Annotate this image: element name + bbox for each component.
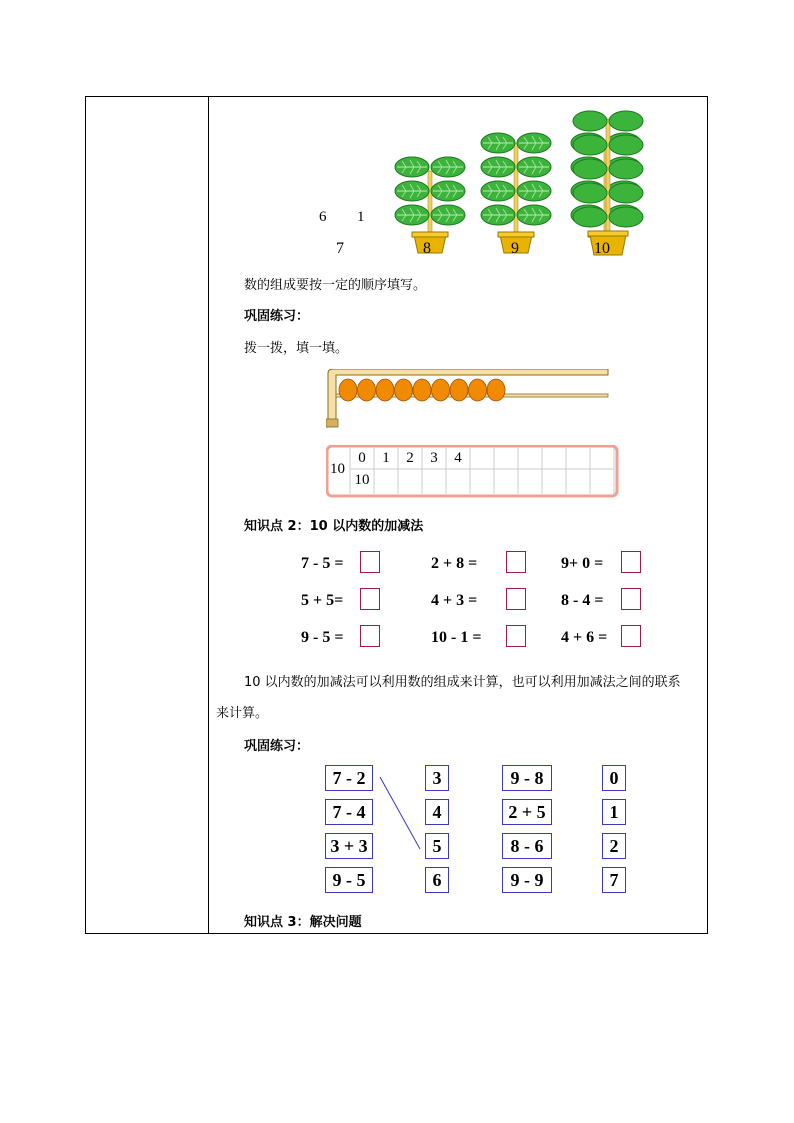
- knowledge-point-3-title: 知识点 3：解决问题: [244, 915, 362, 930]
- equation-text: 4 + 6 =: [561, 629, 608, 646]
- order-note: 数的组成要按一定的顺序填写。: [244, 278, 427, 293]
- composition-bottom-cell[interactable]: 10: [354, 472, 370, 488]
- composition-top-cell[interactable]: 3: [430, 450, 438, 466]
- matching-left-expression[interactable]: 9 - 5: [325, 867, 373, 893]
- matching-right-expression[interactable]: 2 + 5: [502, 799, 552, 825]
- equation-text: 2 + 8 =: [431, 555, 478, 572]
- matching-left-answer[interactable]: 5: [425, 833, 449, 859]
- matching-connector-line: [86, 97, 709, 935]
- plant-2-pot-number: 8: [423, 240, 431, 257]
- plant-1-right-number: 1: [357, 209, 365, 225]
- matching-right-answer[interactable]: 0: [602, 765, 626, 791]
- composition-top-cell[interactable]: 0: [358, 450, 366, 466]
- matching-right-answer[interactable]: 2: [602, 833, 626, 859]
- plant-3-pot-number: 9: [511, 240, 519, 257]
- content-table: [85, 96, 708, 934]
- knowledge-point-2-title: 知识点 2：10 以内数的加减法: [244, 519, 424, 534]
- equation-text: 5 + 5=: [301, 592, 344, 609]
- matching-left-expression[interactable]: 7 - 2: [325, 765, 373, 791]
- matching-right-answer[interactable]: 1: [602, 799, 626, 825]
- plant-1-pot-number: 7: [336, 240, 344, 257]
- note-line-1: 10 以内数的加减法可以利用数的组成来计算，也可以利用加减法之间的联系: [244, 675, 681, 690]
- matching-right-expression[interactable]: 9 - 9: [502, 867, 552, 893]
- matching-right-answer[interactable]: 7: [602, 867, 626, 893]
- equation-text: 10 - 1 =: [431, 629, 482, 646]
- practice1-instruction: 拨一拨，填一填。: [244, 341, 349, 356]
- equation-text: 9 - 5 =: [301, 629, 344, 646]
- composition-top-cell[interactable]: 4: [454, 450, 462, 466]
- composition-top-cell[interactable]: 2: [406, 450, 414, 466]
- matching-right-expression[interactable]: 8 - 6: [502, 833, 552, 859]
- plant-1-left-number: 6: [319, 209, 327, 225]
- composition-top-cell[interactable]: 1: [382, 450, 390, 466]
- matching-left-expression[interactable]: 7 - 4: [325, 799, 373, 825]
- practice1-title: 巩固练习：: [244, 309, 310, 324]
- equation-text: 7 - 5 =: [301, 555, 344, 572]
- plant-4-pot-number: 10: [594, 240, 610, 257]
- matching-right-expression[interactable]: 9 - 8: [502, 765, 552, 791]
- practice2-title: 巩固练习：: [244, 739, 310, 754]
- matching-left-answer[interactable]: 3: [425, 765, 449, 791]
- equation-text: 4 + 3 =: [431, 592, 478, 609]
- matching-left-expression[interactable]: 3 + 3: [325, 833, 373, 859]
- matching-left-answer[interactable]: 4: [425, 799, 449, 825]
- matching-left-answer[interactable]: 6: [425, 867, 449, 893]
- equation-text: 8 - 4 =: [561, 592, 604, 609]
- note-line-2: 来计算。: [216, 706, 269, 721]
- composition-total: 10: [330, 461, 345, 477]
- equation-text: 9+ 0 =: [561, 555, 604, 572]
